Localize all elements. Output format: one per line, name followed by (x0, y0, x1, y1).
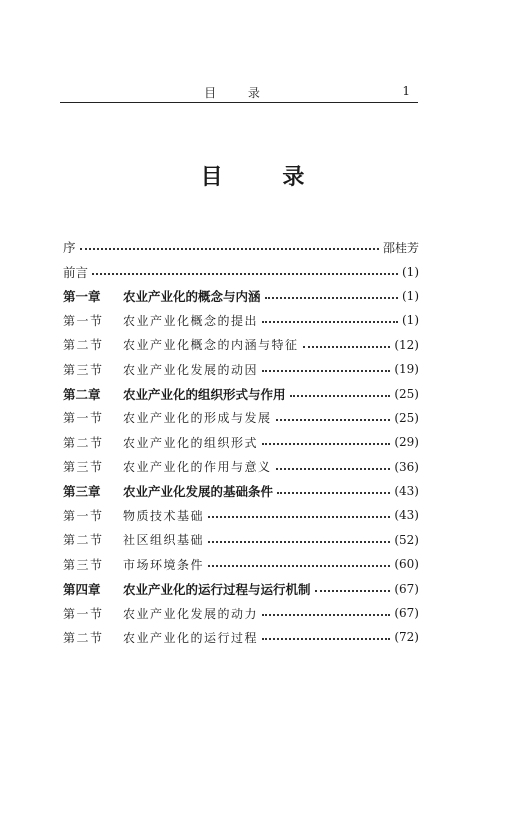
toc-entry-label: 第一章 (63, 288, 101, 304)
toc-entry-page: (36) (394, 459, 419, 474)
toc-entry-page: (67) (394, 606, 419, 621)
dot-leader (262, 443, 390, 445)
toc-entry-label: 第三章 (63, 484, 101, 500)
toc-entry-label: 第二节 (63, 630, 104, 645)
toc-entry-title: 农业产业化的运行过程与运行机制 (123, 581, 311, 597)
toc-entry-page: (19) (394, 362, 419, 377)
toc-entry-label: 第三节 (63, 460, 104, 475)
dot-leader (303, 346, 391, 348)
toc-entry (63, 528, 419, 552)
toc-entry (63, 625, 419, 649)
toc-entry-title: 农业产业化的作用与意义 (123, 460, 272, 475)
toc-entry-page: (25) (394, 386, 419, 401)
toc-entry (63, 430, 419, 454)
toc-entry-page: (29) (394, 435, 419, 450)
toc-entry-label: 第二章 (63, 386, 101, 402)
toc-entry-label: 第四章 (63, 581, 101, 597)
toc-entry (63, 308, 419, 332)
running-title: 目 录 (204, 86, 274, 100)
toc-entry-page: (25) (394, 410, 419, 425)
toc-entry (63, 601, 419, 625)
toc-entry (63, 552, 419, 576)
toc-entry-label: 序 (63, 240, 76, 256)
dot-leader (208, 565, 390, 567)
running-head (60, 84, 418, 102)
toc-entry-title: 农业产业化发展的基础条件 (123, 484, 274, 500)
toc-entry (63, 455, 419, 479)
toc-entry-page: (43) (394, 484, 419, 499)
toc-entry-label: 第二节 (63, 533, 104, 548)
dot-leader (276, 419, 391, 421)
toc-title: 目 录 (200, 165, 331, 190)
toc-entry-label: 第一节 (63, 411, 104, 426)
toc-entry (63, 284, 419, 308)
toc-entry-title: 市场环境条件 (123, 557, 205, 572)
toc-entry-label: 第一节 (63, 508, 104, 523)
dot-leader (290, 395, 391, 397)
dot-leader (277, 492, 390, 494)
toc-entry (63, 235, 419, 259)
table-of-contents (63, 235, 419, 650)
dot-leader (208, 516, 390, 518)
dot-leader (262, 638, 390, 640)
toc-entry-page: (60) (394, 557, 419, 572)
page-number: 1 (402, 84, 410, 98)
toc-entry-page: (1) (402, 288, 419, 303)
toc-entry-title: 农业产业化的概念与内涵 (123, 288, 261, 304)
toc-entry-title: 农业产业化发展的动因 (123, 362, 259, 377)
toc-entry-page: (72) (394, 630, 419, 645)
toc-entry-label: 第三节 (63, 557, 104, 572)
toc-entry-title: 农业产业化的运行过程 (123, 630, 259, 645)
toc-entry-page: (1) (402, 313, 419, 328)
dot-leader (92, 273, 398, 275)
toc-entry-page: (12) (394, 337, 419, 352)
toc-entry-label: 第二节 (63, 435, 104, 450)
toc-entry-title: 物质技术基础 (123, 508, 205, 523)
toc-entry-page: (1) (402, 264, 419, 279)
toc-entry-title: 农业产业化的形成与发展 (123, 411, 272, 426)
toc-entry-page: (67) (394, 581, 419, 596)
toc-entry-title: 农业产业化概念的提出 (123, 313, 259, 328)
dot-leader (208, 541, 390, 543)
toc-entry (63, 259, 419, 283)
toc-entry (63, 576, 419, 600)
dot-leader (265, 297, 398, 299)
toc-entry (63, 406, 419, 430)
dot-leader (315, 590, 391, 592)
dot-leader (276, 468, 391, 470)
toc-entry (63, 357, 419, 381)
toc-entry-page: (43) (394, 508, 419, 523)
toc-entry-label: 第三节 (63, 362, 104, 377)
toc-entry-title: 社区组织基础 (123, 533, 205, 548)
toc-entry (63, 479, 419, 503)
toc-entry (63, 503, 419, 527)
toc-entry-title: 农业产业化的组织形式 (123, 435, 259, 450)
dot-leader (262, 614, 390, 616)
toc-entry (63, 381, 419, 405)
dot-leader (262, 321, 398, 323)
toc-entry-label: 第二节 (63, 338, 104, 353)
toc-entry-label: 第一节 (63, 313, 104, 328)
toc-entry-title: 农业产业化发展的动力 (123, 606, 259, 621)
toc-entry-page: 邵桂芳 (382, 240, 419, 255)
dot-leader (80, 248, 379, 250)
toc-entry (63, 333, 419, 357)
toc-entry-page: (52) (394, 532, 419, 547)
toc-entry-label: 第一节 (63, 606, 104, 621)
toc-entry-title: 农业产业化概念的内涵与特征 (123, 338, 299, 353)
dot-leader (262, 370, 390, 372)
header-rule (60, 102, 418, 103)
toc-entry-label: 前言 (63, 264, 89, 280)
toc-entry-title: 农业产业化的组织形式与作用 (123, 386, 286, 402)
